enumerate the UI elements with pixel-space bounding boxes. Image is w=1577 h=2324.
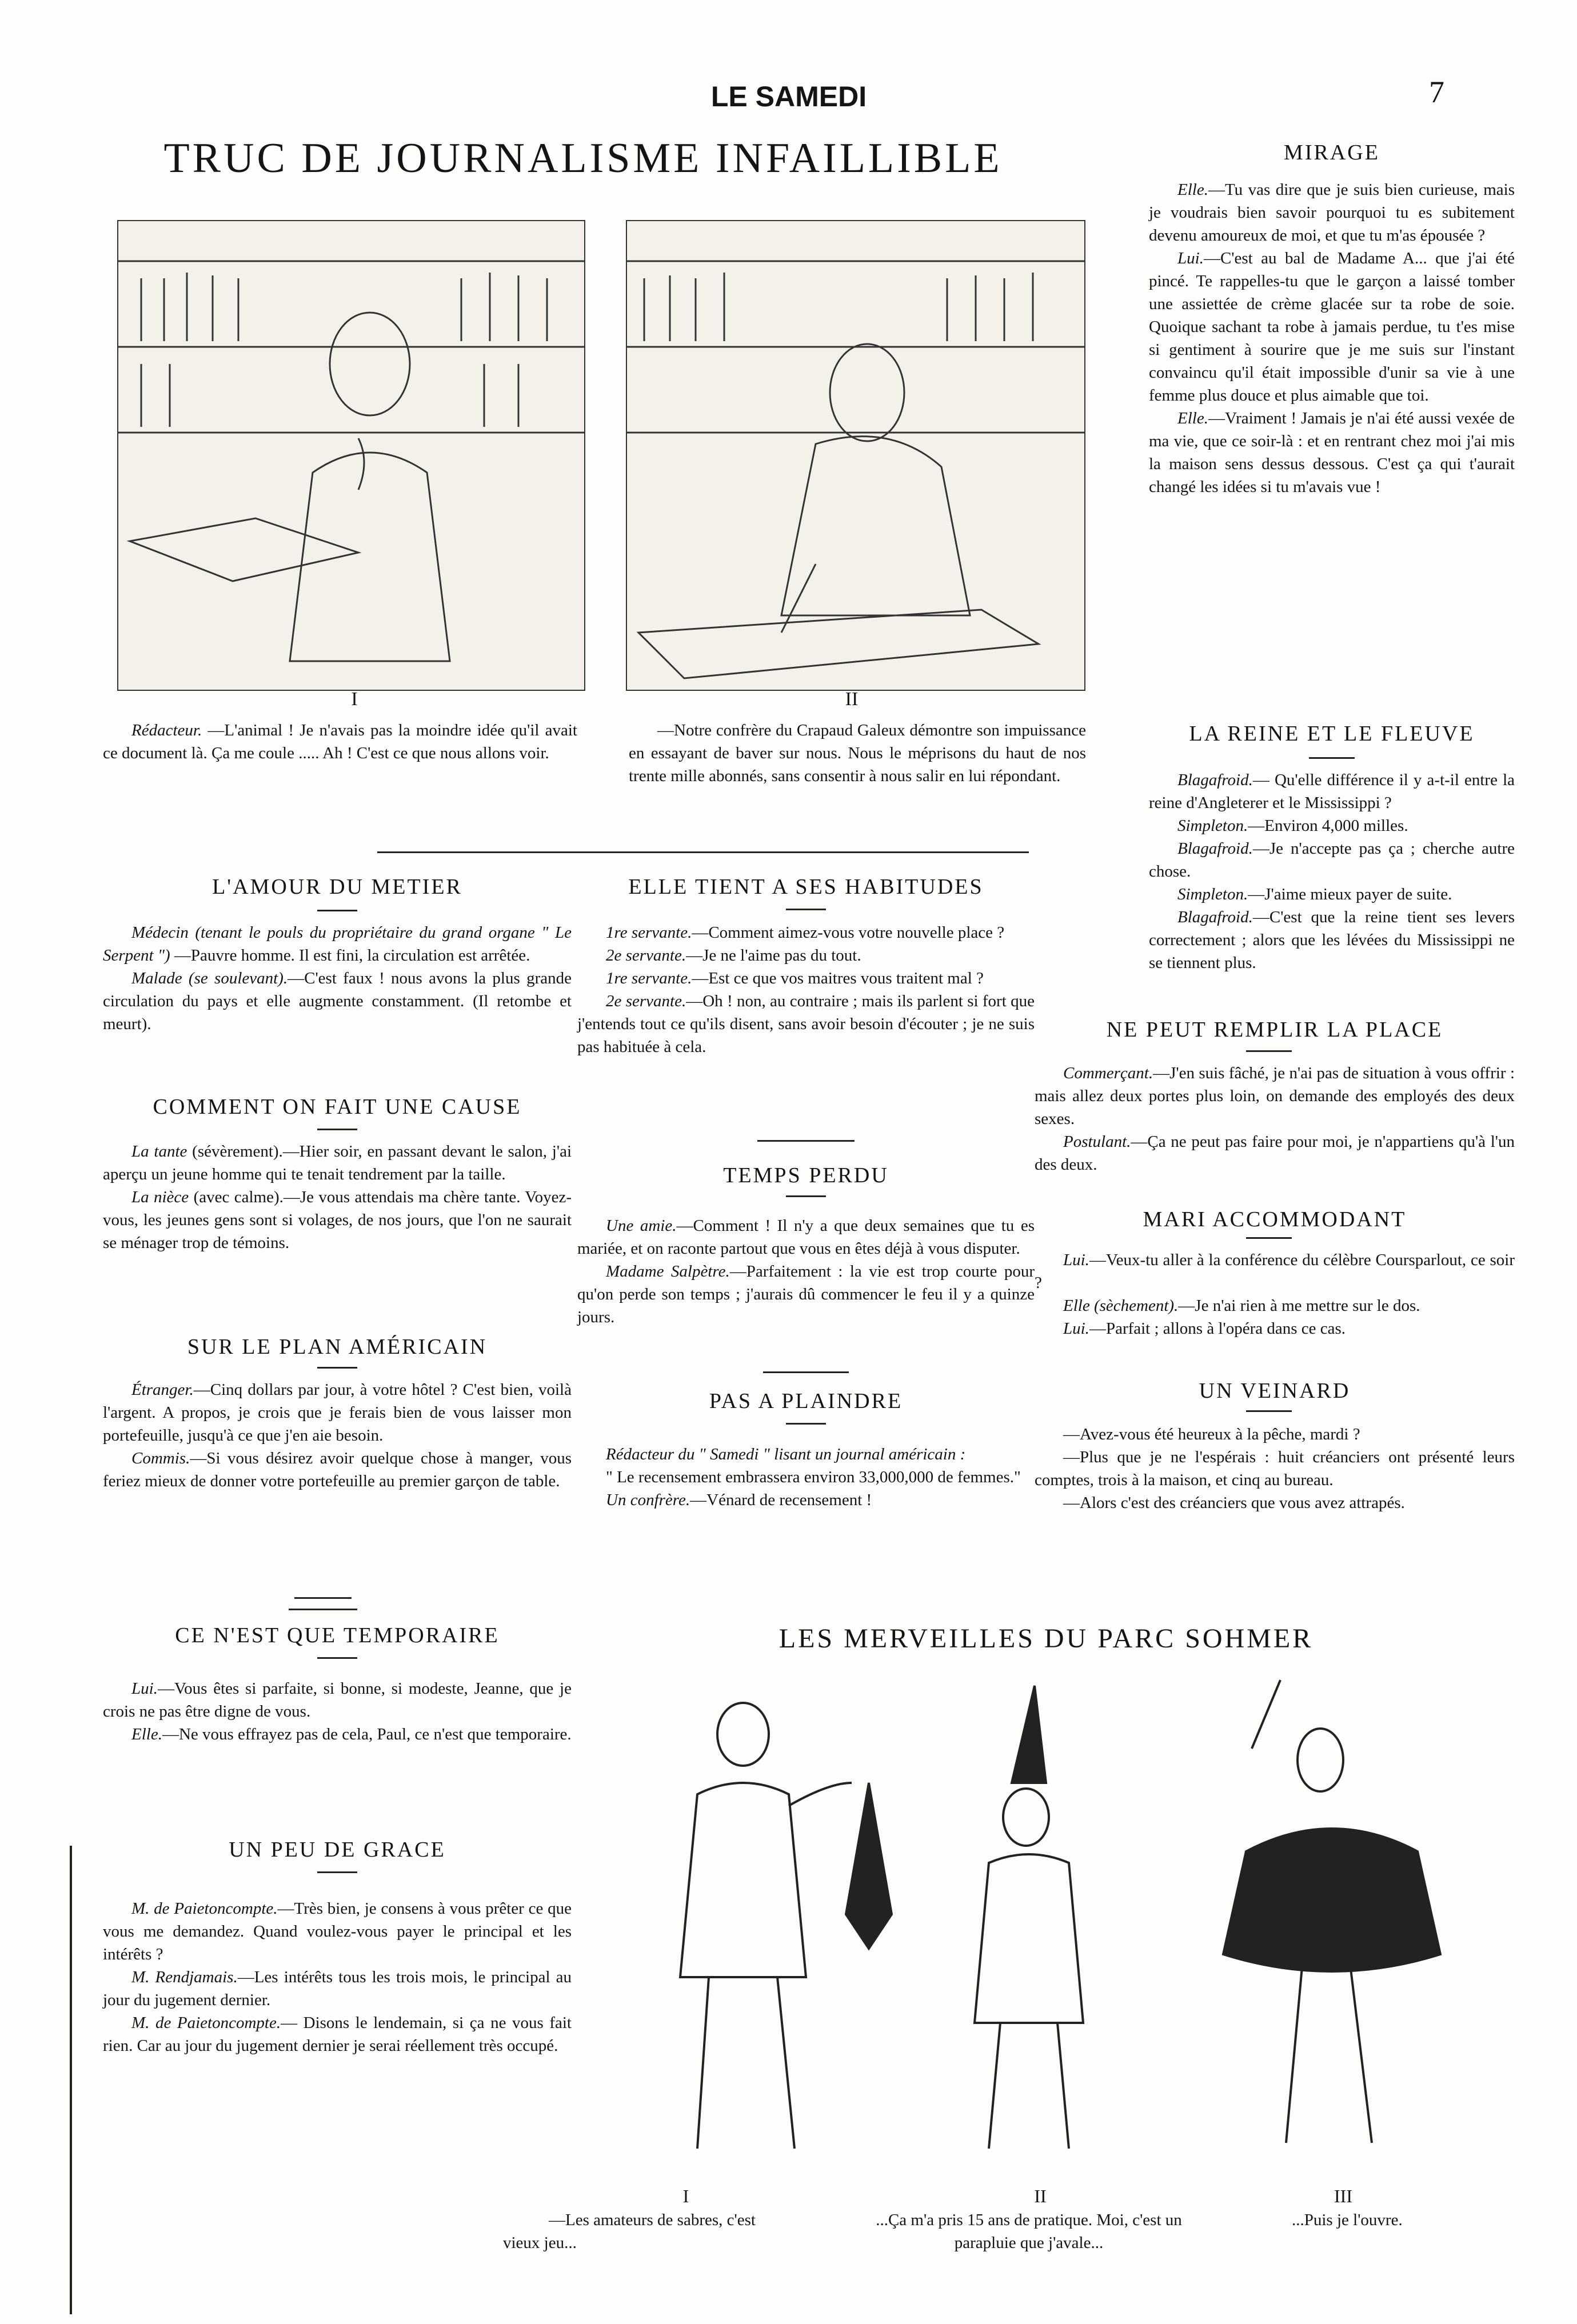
divider [377,851,1029,853]
margin-line [70,1846,72,2314]
reine-body: Blagafroid.— Qu'elle différence il y a-t-il entre la reine d'Angleterer et le Mississippi ? Simpleton.—Environ 4,000 milles. Blagafroid.—Je n'accepte pas ça ; cherche autre chose. Simpleton.—J'aime mieux payer de suite. Blagafroid.—C'est que la reine tient ses levers correctement ; alors que les lévées du Mississippi ne se tiennent plus. [1149,771,1515,972]
divider [317,1367,357,1369]
cartoon-panel-1-illustration [117,220,585,691]
divider [1309,757,1355,759]
sohmer-panel-1-number: I [682,2186,689,2206]
cartoon-panel-2-illustration [626,220,1085,691]
cartoon-panel-1-number: I [351,689,358,710]
divider [1246,1237,1292,1239]
veinard-title: UN VEINARD [1199,1379,1351,1403]
divider [1246,1050,1292,1052]
sohmer-panel-2-caption: ...Ça m'a pris 15 ans de pratique. Moi, c'est un parapluie que j'avale... [876,2211,1182,2252]
divider [757,1140,855,1142]
amour-title: L'AMOUR DU METIER [212,875,462,899]
mirage-body: Elle.—Tu vas dire que je suis bien curieuse, mais je voudrais bien savoir pourquoi tu es subitement devenu amoureux de moi, et que tu m'as épousée ? Lui.—C'est au bal de Madame A... que j'ai été pincé. Te rappelles-tu que le garçon a laissé tomber une assiettée de crème glacée sur ta robe de soie. Quoique sachant ta robe à jamais perdue, tu t'es mise si gentiment à sourire que je me suis sur l'instant convaincu qu'il était impossible d'unir sa vie à une femme plus douce et plus aimable que toi. Elle.—Vraiment ! Jamais je n'ai été aussi vexée de ma vie, que ce soir-là : et en rentrant chez moi j'ai mis la maison sens dessus dessous. C'est ça qui t'aurait changé les idées si tu m'avais vue ! [1149,181,1515,496]
divider [294,1597,352,1599]
divider [317,910,357,911]
mirage-title: MIRAGE [1284,141,1380,165]
cause-title: COMMENT ON FAIT UNE CAUSE [153,1095,522,1119]
sohmer-illustration [600,1669,1492,2177]
plaindre-title: PAS A PLAINDRE [709,1389,903,1413]
americain-title: SUR LE PLAN AMÉRICAIN [187,1335,488,1359]
grace-body: M. de Paietoncompte.—Très bien, je consens à vous prêter ce que vous me demandez. Quand voulez-vous payer le principal et les intérêts ? M. Rendjamais.—Les intérêts tous les trois mois, le principal au jour du jugement dernier. M. de Paietoncompte.— Disons le lendemain, si ça ne vous fait rien. Car au jour du jugement dernier je serai réellement très occupé. [103,1899,572,2055]
place-body: Commerçant.—J'en suis fâché, je n'ai pas de situation à vous offrir : mais allez deux portes plus loin, on demande des employés des deux sexes. Postulant.—Ça ne peut pas faire pour moi, je n'appartiens qu'à l'un des deux. [1035,1064,1515,1174]
americain-body: Étranger.—Cinq dollars par jour, à votre hôtel ? C'est bien, voilà l'argent. A propos, je crois que je ferais bien de vous laisser mon portefeuille, jusqu'à ce que j'en aie besoin. Commis.—Si vous désirez avoir quelque chose à manger, vous feriez mieux de donner votre portefeuille au premier garçon de table. [103,1381,572,1490]
cartoon-panel-2-caption: —Notre confrère du Crapaud Galeux démontre son impuissance en essayant de baver sur nous. Nous le méprisons du haut de nos trente mille abonnés, sans consentir à nous salir en lui répondant. [629,721,1086,785]
sohmer-panel-3-caption: ...Puis je l'ouvre. [1292,2211,1403,2229]
divider [786,1195,826,1197]
temps-body: Une amie.—Comment ! Il n'y a que deux semaines que tu es mariée, et on raconte partout que vous en êtes déjà à vous disputer. Madame Salpètre.—Parfaitement : la vie est trop courte pour qu'on perde son temps ; j'aurais dû commencer le feu il y a quinze jours. [577,1217,1035,1326]
sohmer-panel-2-number: II [1034,2186,1047,2206]
divider [317,1657,357,1659]
cartoon-panel-1-caption: Rédacteur. —L'animal ! Je n'avais pas la moindre idée qu'il avait ce document là. Ça me coule ..... Ah ! C'est ce que nous allons voir. [103,721,577,762]
divider [786,909,826,910]
place-title: NE PEUT REMPLIR LA PLACE [1106,1018,1443,1042]
reine-title: LA REINE ET LE FLEUVE [1189,722,1475,746]
divider [786,1423,826,1425]
temps-title: TEMPS PERDU [723,1163,889,1187]
habitudes-title: ELLE TIENT A SES HABITUDES [628,875,984,899]
sohmer-panel-1-caption: —Les amateurs de sabres, c'est vieux jeu... [503,2211,756,2252]
divider [289,1609,357,1610]
veinard-body: —Avez-vous été heureux à la pêche, mardi ? —Plus que je ne l'espérais : huit créanciers ont présenté leurs comptes, trois à la maison, et cinq au bureau. —Alors c'est des créanciers que vous avez attrapés. [1035,1425,1515,1512]
habitudes-body: 1re servante.—Comment aimez-vous votre nouvelle place ? 2e servante.—Je ne l'aime pas du tout. 1re servante.—Est ce que vos maitres vous traitent mal ? 2e servante.—Oh ! non, au contraire ; mais ils parlent si fort que j'entends tout ce qu'ils disent, sans avoir besoin d'écouter ; je ne suis pas habituée à cela. [577,923,1035,1056]
divider [317,1871,357,1873]
divider [1246,1410,1292,1412]
mari-title: MARI ACCOMMODANT [1143,1207,1407,1231]
temporaire-title: CE N'EST QUE TEMPORAIRE [175,1623,500,1647]
divider [317,1129,357,1130]
page-number: 7 [1429,75,1444,109]
divider [763,1371,849,1373]
amour-body: Médecin (tenant le pouls du propriétaire du grand organe " Le Serpent ") —Pauvre homme. Il est fini, la circulation est arrêtée. Malade (se soulevant).—C'est faux ! nous avons la plus grande circulation du pays et elle augmente constamment. (Il retombe et meurt). [103,923,572,1033]
grace-title: UN PEU DE GRACE [229,1838,446,1862]
sohmer-title: LES MERVEILLES DU PARC SOHMER [778,1623,1313,1654]
mari-body: Lui.—Veux-tu aller à la conférence du célèbre Coursparlout, ce soir ? Elle (sèchement).—Je n'ai rien à me mettre sur le dos. Lui.—Parfait ; allons à l'opéra dans ce cas. [1035,1251,1515,1338]
sohmer-panel-3-number: III [1334,2186,1352,2206]
cause-body: La tante (sévèrement).—Hier soir, en passant devant le salon, j'ai aperçu un jeune homme qui te tenait tendrement par la taille. La nièce (avec calme).—Je vous attendais ma chère tante. Voyez-vous, les jeunes gens sont si volages, de nos jours, que l'on ne saurait se ménager trop de témoins. [103,1142,572,1252]
newspaper-name: LE SAMEDI [710,81,867,113]
top-cartoon-title: TRUC DE JOURNALISME INFAILLIBLE [163,135,1003,182]
cartoon-panel-2-number: II [845,689,859,710]
plaindre-body: Rédacteur du " Samedi " lisant un journal américain : " Le recensement embrassera environ 33,000,000 de femmes." Un confrère.—Vénard de recensement ! [606,1445,1021,1509]
temporaire-body: Lui.—Vous êtes si parfaite, si bonne, si modeste, Jeanne, que je crois ne pas être digne de vous. Elle.—Ne vous effrayez pas de cela, Paul, ce n'est que temporaire. [103,1679,572,1743]
